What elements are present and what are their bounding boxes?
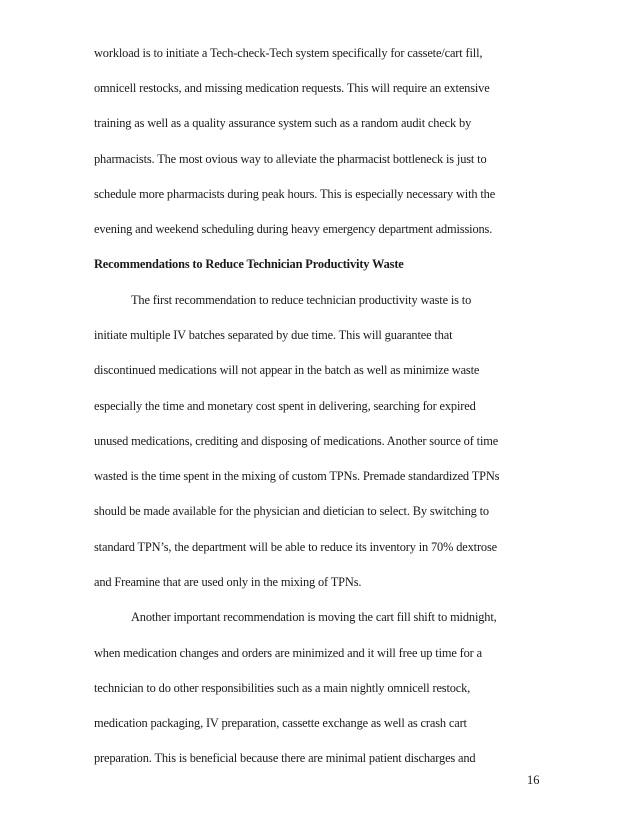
text-line: standard TPN’s, the department will be able to reduce its inventory in 70% dextrose [94,540,497,554]
text-line: training as well as a quality assurance system such as a random audit check by [94,116,472,130]
text-line: preparation. This is beneficial because there are minimal patient discharges and [94,751,476,765]
text-line: evening and weekend scheduling during heavy emergency department admissions. [94,222,493,236]
text-line: discontinued medications will not appear in the batch as well as minimize waste [94,363,480,377]
text-line: when medication changes and orders are minimized and it will free up time for a [94,646,482,660]
text-line: Another important recommendation is moving the cart fill shift to midnight, [131,610,497,624]
text-line: pharmacists. The most ovious way to alleviate the pharmacist bottleneck is just to [94,152,487,166]
text-line: and Freamine that are used only in the mixing of TPNs. [94,575,362,589]
text-line: should be made available for the physician and dietician to select. By switching to [94,504,489,518]
text-line: unused medications, crediting and disposing of medications. Another source of time [94,434,499,448]
text-line: technician to do other responsibilities such as a main nightly omnicell restock, [94,681,471,695]
page-number: 16 [527,773,540,787]
text-line: workload is to initiate a Tech-check-Tech system specifically for cassete/cart fill, [94,46,483,60]
text-line: schedule more pharmacists during peak hours. This is especially necessary with the [94,187,496,201]
section-heading: Recommendations to Reduce Technician Productivity Waste [94,257,404,271]
text-line: initiate multiple IV batches separated by due time. This will guarantee that [94,328,453,342]
text-line: medication packaging, IV preparation, cassette exchange as well as crash cart [94,716,467,730]
text-line: omnicell restocks, and missing medication requests. This will require an extensive [94,81,490,95]
text-line: The first recommendation to reduce technician productivity waste is to [131,293,472,307]
text-line: wasted is the time spent in the mixing of custom TPNs. Premade standardized TPNs [94,469,500,483]
text-line: especially the time and monetary cost spent in delivering, searching for expired [94,399,476,413]
